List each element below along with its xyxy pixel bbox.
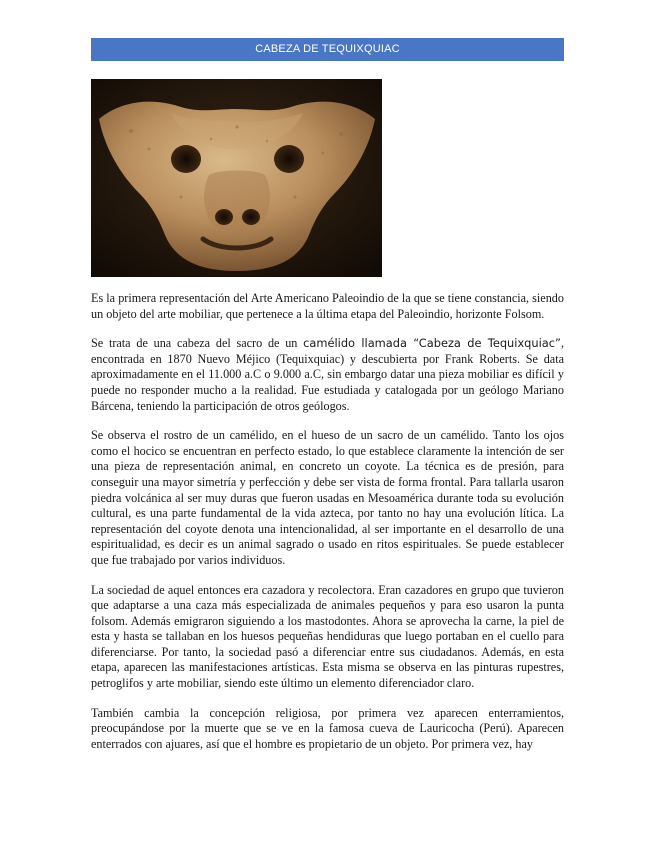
paragraph-4: La sociedad de aquel entonces era cazadora y recolectora. Eran cazadores en grupo que tuvieron que adaptarse a una caza más especializada de animales pequeños y para eso usaron la punta folsom. Además emigraron siguiendo a los mastodontes. Ahora se aprovecha la carne, la piel de esta y hasta se tallaban en los huesos pequeñas hendiduras que luego portaban en el cuello para diferenciarse. Por tanto, la sociedad pasó a diferenciar entre sus ciudadanos. Además, en esta etapa, aparecen las manifestaciones artísticas. Esta misma se observa en las pinturas rupestres, petroglifos y arte mobiliar, siendo este último un elemento diferenciador claro. — [91, 582, 564, 691]
tequixquiac-head-photo — [91, 79, 382, 277]
document-title: CABEZA DE TEQUIXQUIAC — [255, 43, 400, 55]
paragraph-2 — [91, 336, 564, 414]
highlighted-name: camélido llamada “Cabeza de Tequixquiac” — [303, 336, 561, 351]
paragraph-2-start: Se trata de una cabeza del sacro de un — [91, 336, 304, 351]
paragraph-1: Es la primera representación del Arte Americano Paleoindio de la que se tiene constancia, siendo un objeto del arte mobiliar, que pertenece a la última etapa del Paleoindio, horizonte Folsom. — [91, 291, 564, 321]
paragraph-3: Se observa el rostro de un camélido, en el hueso de un sacro de un camélido. Tanto los ojos como el hocico se encuentran en perfecto estado, lo que establece claramente la intención de ser una pieza de representación animal, en concreto un coyote. La técnica es de presión, para conseguir una mayor simetría y perfección y debe ser vista de forma frontal. Para tallarla usaron piedra volcánica al ser muy duras que fueron usadas en Mesoamérica durante toda su evolución cultural, es una parte fundamental de la vida azteca, por tanto no hay una evolución lítica. La representación del coyote denota una intencionalidad, al ser importante en el desarrollo de una espiritualidad, es decir es un animal sagrado o usado en ritos espirituales. Se puede establecer que fue trabajado por varios individuos. — [91, 428, 564, 567]
skull-sculpture-illustration — [91, 79, 382, 277]
paragraph-2-end: , encontrada en 1870 Nuevo Méjico (Tequixquiac) y descubierta por Frank Roberts. Se data aproximadamente en el 11.000 a.C o 9.000 a.C, sin embargo datar una pieza mobiliar es difícil y puede no responder mucho a la realidad. Fue estudiada y catalogada por un geólogo Mariano Bárcena, teniendo la participación de otros geólogos. — [91, 336, 564, 413]
paragraph-5: También cambia la concepción religiosa, por primera vez aparecen enterramientos, preocupándose por la muerte que se ve en la famosa cueva de Lauricocha (Perú). Aparecen enterrados con ajuares, así que el hombre es propietario de un objeto. Por primera vez, hay — [91, 705, 564, 751]
document-body — [91, 291, 564, 766]
document-title-bar — [91, 38, 564, 61]
